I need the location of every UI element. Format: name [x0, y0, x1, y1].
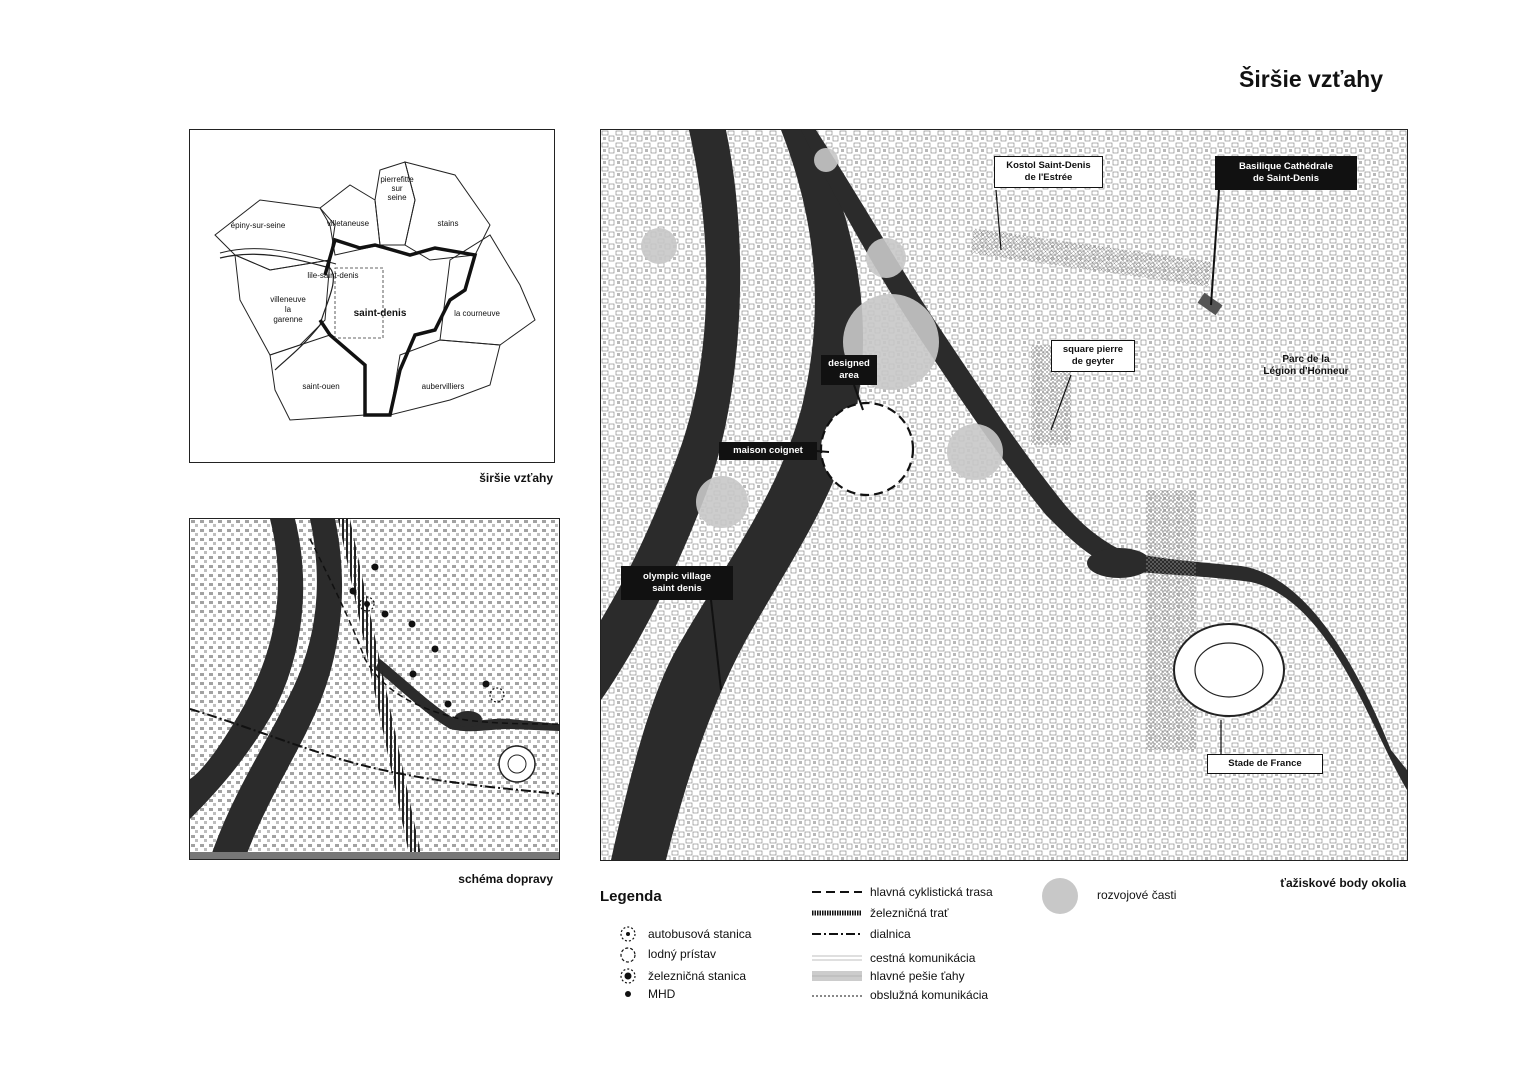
label-parc-line2: Légion d'Honneur: [1263, 366, 1349, 377]
panel-bottom-band: [190, 852, 559, 859]
highway-symbol: [812, 929, 862, 939]
label-parc-line1: Parc de la: [1282, 354, 1330, 365]
context-map-drawing: [190, 130, 554, 462]
label-villeneuve-2: la: [284, 305, 292, 314]
mhd-stop: [409, 621, 416, 628]
label-olympic-line1: olympic village: [642, 571, 712, 582]
page-title: Širšie vzťahy: [1239, 66, 1383, 92]
label-aubervilliers: aubervilliers: [421, 382, 465, 391]
legend-highway: dialnica: [870, 927, 911, 941]
landmark-map-caption: ťažiskové body okolia: [1280, 876, 1406, 890]
boat-port-symbol: [618, 945, 638, 965]
road-symbol: [812, 953, 862, 963]
train-station-dot: [364, 601, 370, 607]
label-square-line1: square pierre: [1062, 344, 1124, 355]
legend-bus-station: autobusová stanica: [648, 927, 752, 941]
label-basilique-line1: Basilique Cathédrale: [1239, 161, 1333, 172]
legend-railway: železničná trať: [870, 906, 949, 920]
development-area: [641, 228, 677, 264]
mhd-stop: [372, 564, 379, 571]
label-designed-line1: designed: [828, 358, 870, 369]
label-saint-ouen: saint-ouen: [302, 382, 340, 391]
pedestrian-symbol: [812, 971, 862, 981]
boundary-stains: [405, 162, 490, 260]
service-road-symbol: [812, 991, 862, 1001]
designed-area-outline: [821, 403, 913, 495]
label-maison-coignet: [719, 442, 817, 460]
landmark-map-drawing: [601, 130, 1407, 860]
label-pierrefitte-3: seine: [387, 193, 407, 202]
transport-map-drawing: [190, 519, 559, 859]
legend-pedestrian: hlavné pešie ťahy: [870, 969, 965, 983]
cycle-route-symbol: [812, 887, 862, 897]
canal-basin: [1087, 548, 1151, 578]
boundary-saint-ouen: [270, 335, 365, 420]
label-stains: stains: [437, 219, 459, 228]
bus-station-symbol: [618, 924, 638, 944]
railway-symbol: [812, 908, 862, 918]
train-station-symbol: [618, 966, 638, 986]
mhd-stop: [483, 681, 490, 688]
boundary-epiny: [215, 200, 335, 270]
development-symbol: [1040, 876, 1080, 916]
transport-map-caption: schéma dopravy: [458, 872, 553, 886]
development-area: [866, 238, 906, 278]
label-epiny: épiny-sur-seine: [230, 221, 286, 230]
label-villetaneuse: villetaneuse: [326, 219, 370, 228]
label-square-line2: de geyter: [1071, 356, 1115, 367]
pedestrian-axis: [1146, 490, 1196, 750]
label-pierrefitte-2: sur: [391, 184, 403, 193]
mhd-stop: [410, 671, 417, 678]
label-stade-line1: Stade de France: [1228, 758, 1302, 769]
label-villeneuve-1: villeneuve: [270, 295, 306, 304]
stadium-field: [508, 755, 526, 773]
legend-road: cestná komunikácia: [870, 951, 976, 965]
label-basilique: [1215, 156, 1357, 190]
legend-train-station: železničná stanica: [648, 969, 747, 983]
label-parc: [1251, 354, 1361, 378]
label-kostol-line1: Kostol Saint-Denis: [1006, 160, 1091, 171]
development-area: [947, 424, 1003, 480]
mhd-stop: [432, 646, 439, 653]
transport-map: [189, 518, 560, 860]
legend-cycle-route: hlavná cyklistická trasa: [870, 885, 993, 899]
development-area: [696, 476, 748, 528]
stade-de-france-field: [1195, 643, 1263, 697]
landmark-map: [600, 129, 1408, 861]
label-maison-line1: maison coignet: [733, 445, 803, 456]
canal-basin: [454, 711, 482, 727]
mhd-stop: [350, 588, 357, 595]
label-designed-area: [821, 355, 877, 385]
legend-service-road: obslužná komunikácia: [870, 988, 989, 1002]
mhd-stop: [382, 611, 389, 618]
mhd-symbol: [618, 987, 638, 1001]
label-designed-line2: area: [839, 370, 859, 381]
label-villeneuve-3: garenne: [273, 315, 303, 324]
label-kostol-line2: de l'Estrée: [1024, 172, 1073, 183]
label-olympic-line2: saint denis: [652, 583, 702, 594]
legend-development: rozvojové časti: [1097, 888, 1177, 902]
label-basilique-line2: de Saint-Denis: [1253, 173, 1319, 184]
legend-boat-port: lodný prístav: [648, 947, 717, 961]
mhd-stop: [445, 701, 452, 708]
context-map-caption: širšie vzťahy: [479, 471, 553, 485]
legend-title: Legenda: [600, 888, 662, 905]
label-la-courneuve: la courneuve: [454, 309, 500, 318]
label-olympic-village: [621, 566, 733, 600]
label-stade: [1207, 754, 1323, 774]
legend-mhd: MHD: [648, 987, 676, 1001]
context-map: [189, 129, 555, 463]
label-pierrefitte-1: pierrefitte: [380, 175, 414, 184]
label-ile-saint-denis: lile-saint-denis: [307, 271, 359, 280]
label-square: [1051, 340, 1135, 372]
label-kostol: [994, 156, 1103, 188]
leader-line: [816, 451, 829, 452]
label-saint-denis: saint-denis: [353, 308, 407, 319]
development-area: [814, 148, 838, 172]
